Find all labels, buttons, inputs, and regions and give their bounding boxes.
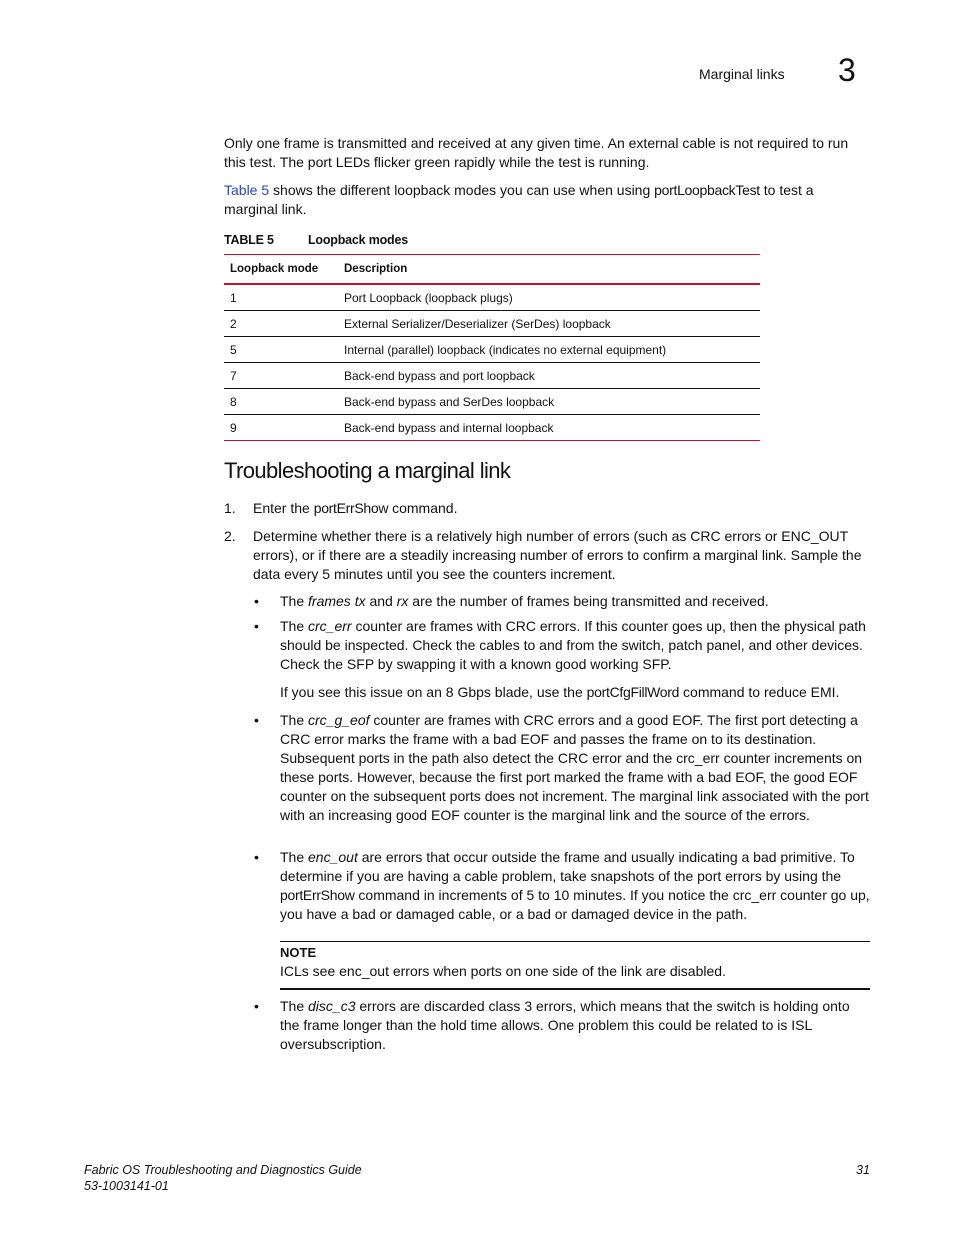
bullet-disc-c3 (254, 997, 870, 1054)
bullet-crc-err (254, 617, 870, 674)
table-row (224, 363, 760, 389)
bullet-crc-g-eof (254, 711, 870, 825)
step-1 (224, 499, 870, 518)
table-row (224, 311, 760, 337)
column-header: Description (338, 255, 760, 285)
footer-doc-info (84, 1162, 362, 1194)
table-cell: 2 (224, 311, 338, 337)
footer-doc-number: 53-1003141-01 (84, 1179, 169, 1193)
table-cell: 7 (224, 363, 338, 389)
note-label: NOTE (280, 945, 317, 960)
table-cell: Back-end bypass and port loopback (338, 363, 760, 389)
para-text: to test a marginal link. (224, 182, 814, 217)
bullet-icon: • (254, 998, 259, 1014)
para-text: shows the different loopback modes you can use when using (269, 182, 655, 198)
step-2 (224, 527, 870, 584)
command-name: portErrShow (313, 500, 389, 516)
table-cell: External Serializer/Deserializer (SerDes) loopback (338, 311, 760, 337)
running-header-title: Marginal links (699, 66, 785, 82)
section-heading: Troubleshooting a marginal link (224, 458, 511, 483)
table-label: TABLE 5 (224, 233, 274, 247)
footer-doc-title: Fabric OS Troubleshooting and Diagnostics Guide (84, 1163, 362, 1177)
command-name: portCfgFillWord (586, 684, 680, 700)
intro-paragraph: Only one frame is transmitted and received at any given time. An external cable is not required to run this test. The port LEDs flicker green rapidly while the test is running. (224, 135, 849, 170)
table-row (224, 337, 760, 363)
table-cell: Back-end bypass and internal loopback (338, 415, 760, 441)
note-box (280, 941, 870, 990)
table-caption: Loopback modes (308, 233, 408, 247)
note-text: ICLs see enc_out errors when ports on one side of the link are disabled. (280, 963, 726, 979)
table-cell: 1 (224, 284, 338, 311)
table-cell: 9 (224, 415, 338, 441)
chapter-number: 3 (838, 52, 856, 88)
table-row (224, 415, 760, 441)
loopback-modes-table (224, 254, 760, 441)
table-cell: 8 (224, 389, 338, 415)
command-name: portErrShow (280, 887, 355, 903)
bullet-icon: • (254, 618, 259, 634)
table-cell: Back-end bypass and SerDes loopback (338, 389, 760, 415)
bullet-text: The crc_err counter are frames with CRC errors. If this counter goes up, then the physical path should be inspected. Check the cables to and from the switch, patch panel, and other devices. Check the SFP by swapping it with a known good working SFP. (280, 618, 866, 672)
command-name: portLoopbackTest (654, 182, 760, 198)
bullet-text: The frames tx and rx are the number of frames being transmitted and received. (280, 593, 769, 609)
bullet-frames (254, 592, 870, 611)
bullet-enc-out (254, 848, 870, 924)
step-number: 2. (224, 528, 236, 544)
step-text: Enter the portErrShow command. (253, 500, 458, 516)
bullet-text: The crc_g_eof counter are frames with CRC errors and a good EOF. The first port detecting a CRC error marks the frame with a bad EOF and passes the frame on to its destination. Subsequent ports in the path also detect the CRC error and the crc_err counter increments on these ports. However, because the first port marked the frame with a bad EOF, the good EOF counter on the subsequent ports does not increment. The marginal link associated with the port with an increasing good EOF counter is the marginal link and the source of the errors. (280, 712, 869, 823)
step-number: 1. (224, 500, 236, 516)
bullet-text: The disc_c3 errors are discarded class 3 errors, which means that the switch is holding onto the frame longer than the hold time allows. One problem this could be related to is ISL oversubscription. (280, 998, 850, 1052)
table-cell: Internal (parallel) loopback (indicates no external equipment) (338, 337, 760, 363)
table-header-row (224, 255, 760, 285)
bullet-icon: • (254, 593, 259, 609)
crc-err-followup: If you see this issue on an 8 Gbps blade, use the portCfgFillWord command to reduce EMI. (280, 684, 840, 700)
table-reference-paragraph (224, 181, 864, 219)
footer-page-number: 31 (856, 1163, 870, 1177)
table-row (224, 389, 760, 415)
bullet-icon: • (254, 712, 259, 728)
bullet-text: The enc_out are errors that occur outside the frame and usually indicating a bad primitive. To determine if you are having a cable problem, take snapshots of the port errors by using the portErrShow command in increments of 5 to 10 minutes. If you notice the crc_err counter go up, you have a bad or damaged cable, or a bad or damaged device in the path. (280, 849, 870, 922)
bullet-icon: • (254, 849, 259, 865)
table-cell: 5 (224, 337, 338, 363)
column-header: Loopback mode (224, 255, 338, 285)
table-row (224, 284, 760, 311)
step-text: Determine whether there is a relatively high number of errors (such as CRC errors or ENC_OUT errors), or if there are a steadily increasing number of errors to confirm a marginal link. Sample the data every 5 minutes until you see the counters increment. (253, 528, 862, 582)
table-5-link[interactable]: Table 5 (224, 182, 270, 198)
table-cell: Port Loopback (loopback plugs) (338, 284, 760, 311)
